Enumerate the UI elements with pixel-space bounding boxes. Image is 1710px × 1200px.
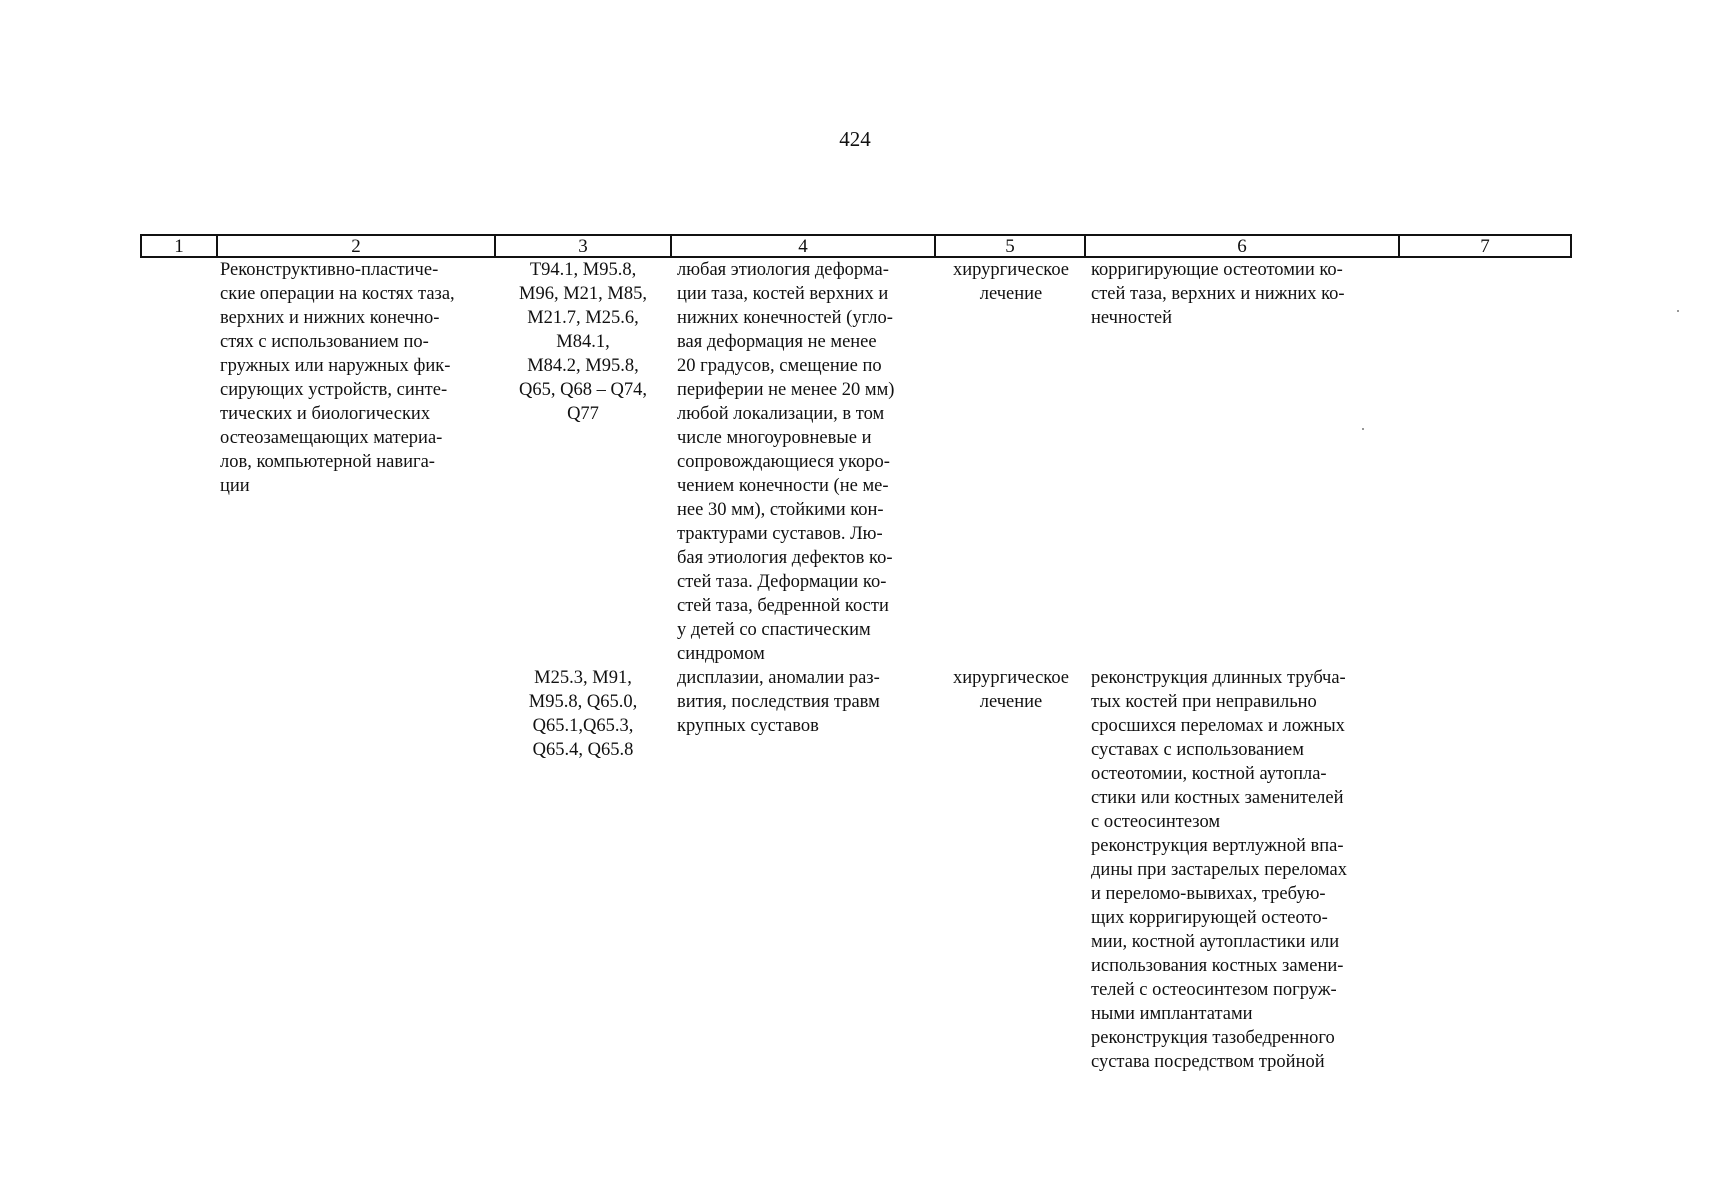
- row2-treatment-method: реконструкция длинных трубча- тых костей при неправильно сросшихся переломах и ложных суставах с использованием остеотомии, костной аутопла- стики или костных заменителей с остеосинтезом реконструкция вертлужной впа- дины при застарелых переломах и переломо-вывихах, требую- щих корригирующей остеото- мии, костной аутопластики или использования костных замени- телей с остеосинтезом погруж- ными имплантатами реконструкция тазобедренного сустава посредством тройной: [1091, 668, 1347, 1072]
- row2-patient-model: дисплазии, аномалии раз- вития, последствия травм крупных суставов: [677, 668, 880, 736]
- row1-treatment-type: хирургическое лечение: [952, 260, 1070, 304]
- scan-speck: [1677, 310, 1679, 312]
- header-cell-4: 4: [670, 234, 936, 258]
- row1-patient-model: любая этиология деформа- ции таза, костей верхних и нижних конечностей (угло- вая деформация не менее 20 градусов, смещение по периферии не менее 20 мм) любой локализации, в том числе многоуровневые и сопровождающиеся укоро- чением конечности (не ме- нее 30 мм), стойкими кон- трактурами суставов. Лю- бая этиология дефектов ко- стей таза. Деформации ко- стей таза, бедренной кости у детей со спастическим синдромом: [677, 260, 895, 664]
- scan-speck: [1362, 428, 1364, 430]
- row1-icd-codes: T94.1, M95.8, M96, M21, M85, M21.7, M25.6, M84.1, M84.2, M95.8, Q65, Q68 – Q74, Q77: [519, 260, 647, 424]
- row2-treatment-type: хирургическое лечение: [952, 668, 1070, 712]
- row2-icd-codes: M25.3, M91, M95.8, Q65.0, Q65.1,Q65.3, Q65.4, Q65.8: [528, 668, 638, 760]
- header-cell-1: 1: [140, 234, 218, 258]
- header-cell-5: 5: [934, 234, 1086, 258]
- header-cell-2: 2: [216, 234, 496, 258]
- header-cell-6: 6: [1084, 234, 1400, 258]
- row1-treatment-method: корригирующие остеотомии ко- стей таза, верхних и нижних ко- нечностей: [1091, 260, 1345, 328]
- header-cell-3: 3: [494, 234, 672, 258]
- row1-procedure-name: Реконструктивно-пластиче- ские операции на костях таза, верхних и нижних конечно- стях с использованием по- гружных или наружных фик- сирующих устройств, синте- тических и биологических остеозамещающих материа- лов, компьютерной навига- ции: [220, 260, 455, 496]
- header-cell-7: 7: [1398, 234, 1572, 258]
- page-number: 424: [839, 127, 871, 151]
